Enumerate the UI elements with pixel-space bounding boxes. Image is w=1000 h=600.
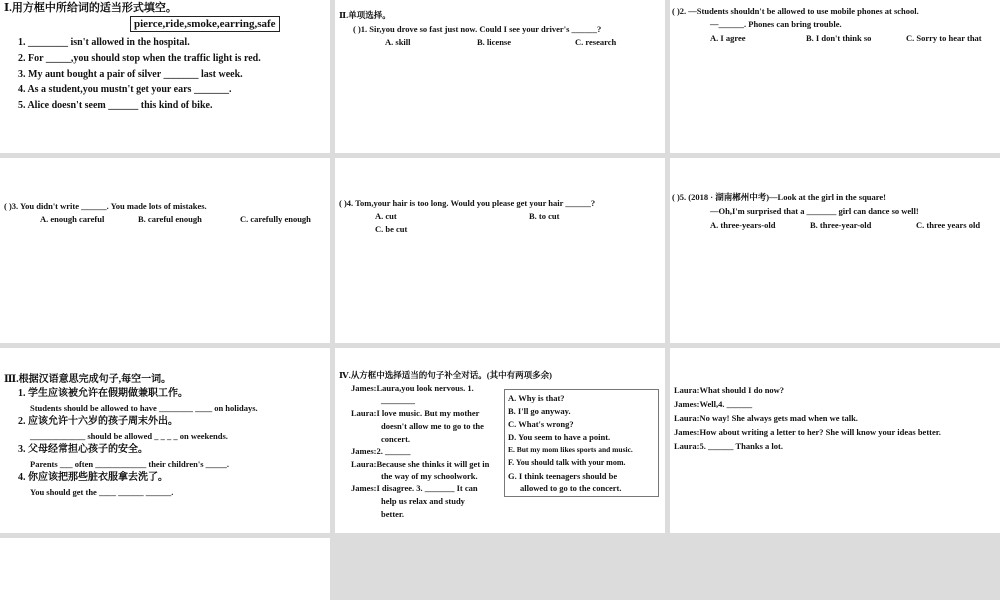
dialog-line: the way of my schoolwork. xyxy=(381,471,478,481)
option-item: D. You seem to have a point. xyxy=(508,432,611,442)
dialog-line: doesn't allow me to go to the xyxy=(381,421,484,431)
option-c: C. Sorry to hear that xyxy=(906,33,982,43)
panel-fill-in-words xyxy=(0,0,330,153)
question-item: 5. Alice doesn't seem ______ this kind of bike. xyxy=(18,100,213,111)
chinese-prompt: 1. 学生应该被允许在假期做兼职工作。 xyxy=(18,388,188,399)
option-c: C. research xyxy=(575,37,617,47)
option-a: A. enough careful xyxy=(40,214,105,224)
question-text: ( )2. —Students shouldn't be allowed to use mobile phones at school. xyxy=(672,6,919,16)
option-a: A. I agree xyxy=(710,33,746,43)
dialog-line: Laura:What should I do now? xyxy=(674,385,785,395)
option-c: C. be cut xyxy=(375,224,408,234)
option-c: C. carefully enough xyxy=(240,214,311,224)
dialog-line: help us relax and study xyxy=(381,496,465,506)
panel-single-choice-1 xyxy=(335,0,665,153)
word-box: pierce,ride,smoke,earring,safe xyxy=(130,16,280,32)
option-b: B. license xyxy=(477,37,511,47)
question-text: —Oh,I'm surprised that a _______ girl can dance so well! xyxy=(710,206,919,216)
section-heading: Ⅲ.根据汉语意思完成句子,每空一词。 xyxy=(4,374,172,385)
option-item: G. I think teenagers should be xyxy=(508,471,618,481)
question-text: ( )4. Tom,your hair is too long. Would you please get your hair ______? xyxy=(339,198,596,208)
option-c: C. three years old xyxy=(916,220,981,230)
question-text: ( )3. You didn't write ______. You made lots of mistakes. xyxy=(4,201,207,211)
panel-empty xyxy=(0,538,330,600)
option-item: B. I'll go anyway. xyxy=(508,406,571,416)
option-item: C. What's wrong? xyxy=(508,419,574,429)
section-heading: Ⅱ.单项选择。 xyxy=(339,10,391,20)
panel-single-choice-5 xyxy=(670,158,1000,343)
dialog-line: concert. xyxy=(381,434,411,444)
option-item: E. But my mom likes sports and music. xyxy=(508,445,633,454)
option-b: B. I don't think so xyxy=(806,33,872,43)
question-item: 4. As a student,you mustn't get your ears _______. xyxy=(18,84,232,95)
question-text: —______. Phones can bring trouble. xyxy=(710,19,842,29)
option-a: A. cut xyxy=(375,211,397,221)
panel-single-choice-2 xyxy=(670,0,1000,153)
dialog-line: ________ xyxy=(381,395,415,405)
panel-complete-sentences xyxy=(0,348,330,533)
dialog-line: Laura:Because she thinks it will get in xyxy=(351,459,490,469)
english-sentence: Parents ___ often ____________ their children's _____. xyxy=(30,459,230,469)
question-item: 2. For _____,you should stop when the traffic light is red. xyxy=(18,53,261,64)
dialog-line: James:2. ______ xyxy=(351,446,411,456)
section-heading: Ⅰ.用方框中所给词的适当形式填空。 xyxy=(4,2,177,14)
english-sentence: _____________ should be allowed _ _ _ _ on weekends. xyxy=(30,431,228,441)
dialog-line: better. xyxy=(381,509,405,519)
panel-dialog-choice xyxy=(335,348,665,533)
question-item: 1. ________ isn't allowed in the hospital. xyxy=(18,37,190,48)
option-item: allowed to go to the concert. xyxy=(520,483,622,493)
panel-single-choice-4 xyxy=(335,158,665,343)
option-item: A. Why is that? xyxy=(508,393,565,403)
option-b: B. careful enough xyxy=(138,214,202,224)
dialog-line: Laura:I love music. But my mother xyxy=(351,408,480,418)
english-sentence: You should get the ____ ______ ______. xyxy=(30,487,174,497)
section-heading: Ⅳ.从方框中选择适当的句子补全对话。(其中有两项多余) xyxy=(339,370,552,380)
chinese-prompt: 4. 你应该把那些脏衣服拿去洗了。 xyxy=(18,472,168,483)
dialog-line: James:Laura,you look nervous. 1. xyxy=(351,383,474,393)
option-a: A. skill xyxy=(385,37,411,47)
english-sentence: Students should be allowed to have ________ ____ on holidays. xyxy=(30,403,258,413)
chinese-prompt: 3. 父母经常担心孩子的安全。 xyxy=(18,444,148,455)
option-b: B. three-year-old xyxy=(810,220,872,230)
question-text: ( )5. (2018 · 湖南郴州中考)—Look at the girl in the square! xyxy=(672,192,886,202)
question-item: 3. My aunt bought a pair of silver _______ last week. xyxy=(18,69,243,80)
panel-single-choice-3 xyxy=(0,158,330,343)
dialog-line: Laura:5. ______ Thanks a lot. xyxy=(674,441,783,451)
dialog-line: James:How about writing a letter to her? She will know your ideas better. xyxy=(674,427,941,437)
dialog-line: James:Well,4. ______ xyxy=(674,399,753,409)
dialog-line: Laura:No way! She always gets mad when we talk. xyxy=(674,413,858,423)
panel-dialog-continued xyxy=(670,348,1000,533)
dialog-line: James:I disagree. 3. _______ It can xyxy=(351,483,478,493)
chinese-prompt: 2. 应该允许十六岁的孩子周末外出。 xyxy=(18,416,178,427)
option-a: A. three-years-old xyxy=(710,220,776,230)
option-item: F. You should talk with your mom. xyxy=(508,458,626,467)
question-text: ( )1. Sir,you drove so fast just now. Could I see your driver's ______? xyxy=(353,24,602,34)
option-b: B. to cut xyxy=(529,211,560,221)
